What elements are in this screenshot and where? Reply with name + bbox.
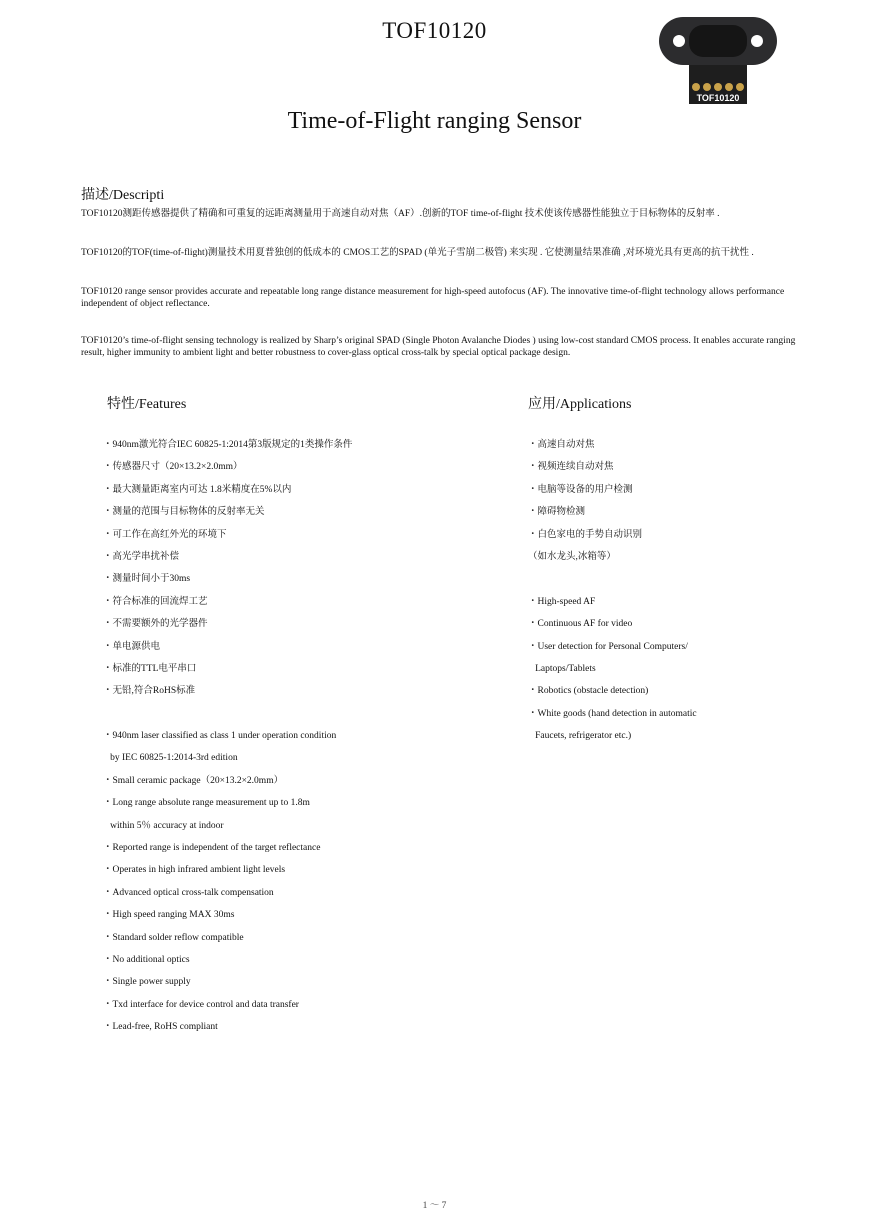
sensor-image xyxy=(656,14,780,106)
feature-item: ・Single power supply xyxy=(103,977,191,988)
description-paragraph: TOF10120的TOF(time-of-flight)测量技术用夏普独创的低成本的 CMOS工艺的SPAD (单光子雪崩二极管) 来实现 . 它使测量结果准确 ,对环境光具有更高的抗干扰性 . xyxy=(81,248,754,258)
feature-item: ・Long range absolute range measurement up to 1.8m xyxy=(103,798,310,809)
feature-item: ・可工作在高红外光的环境下 xyxy=(103,529,227,540)
feature-item: ・单电源供电 xyxy=(103,641,161,652)
application-item: ・障碍物检测 xyxy=(528,507,586,518)
feature-item: ・Standard solder reflow compatible xyxy=(103,932,244,943)
applications-heading: 应用/Applications xyxy=(528,397,632,412)
application-item: ・电脑等设备的用户检测 xyxy=(528,484,633,495)
feature-item: ・Small ceramic package（20×13.2×2.0mm） xyxy=(103,775,284,786)
page-title: Time-of-Flight ranging Sensor xyxy=(287,108,582,134)
feature-item: ・测量的范围与目标物体的反射率无关 xyxy=(103,507,265,518)
feature-item: within 5％ accuracy at indoor xyxy=(103,820,224,831)
application-item: ・User detection for Personal Computers/ xyxy=(528,641,688,652)
applications-list xyxy=(528,434,697,747)
mount-hole-left xyxy=(673,35,685,47)
application-item: ・白色家电的手势自动识别 xyxy=(528,529,643,540)
application-item: ・High-speed AF xyxy=(528,596,596,607)
feature-item: ・标准的TTL电平串口 xyxy=(103,663,197,674)
application-item: ・视频连续自动对焦 xyxy=(528,462,614,473)
page-number: 1 ～ 7 xyxy=(422,1201,447,1211)
feature-item: ・Advanced optical cross-talk compensation xyxy=(103,887,274,898)
application-item: ・高速自动对焦 xyxy=(528,440,595,450)
application-item: ・White goods (hand detection in automatic xyxy=(528,708,697,719)
list-spacer xyxy=(103,703,352,725)
description-paragraph: TOF10120 range sensor provides accurate and repeatable long range distance measurement for high-speed autofocus (AF). The innovative time-of-flight technology allows performance independent of object reflectance. xyxy=(81,287,785,309)
feature-item: ・Txd interface for device control and data transfer xyxy=(103,999,299,1010)
application-item: （如水龙头,冰箱等） xyxy=(528,551,616,562)
application-item: Laptops/Tablets xyxy=(528,663,596,674)
feature-item: ・Reported range is independent of the target reflectance xyxy=(103,843,321,854)
header-model: TOF10120 xyxy=(382,18,487,43)
description-paragraph: TOF10120测距传感器提供了精确和可重复的远距离测量用于高速自动对焦（AF）.创新的TOF time-of-flight 技术使该传感器性能独立于目标物体的反射率 . xyxy=(81,209,720,219)
feature-item: ・最大测量距离室内可达 1.8米精度在5%以内 xyxy=(103,484,292,495)
feature-item: ・No additional optics xyxy=(103,954,190,965)
mount-hole-right xyxy=(751,35,763,47)
feature-item: ・940nm laser classified as class 1 under operation condition xyxy=(103,731,337,742)
feature-item: ・不需要额外的光学器件 xyxy=(103,619,208,630)
features-list xyxy=(103,434,352,1039)
sensor-lens xyxy=(689,25,747,57)
feature-item: by IEC 60825-1:2014-3rd edition xyxy=(103,753,238,764)
feature-item: ・无铅,符合RoHS标准 xyxy=(103,686,196,697)
application-item: ・Robotics (obstacle detection) xyxy=(528,686,649,697)
application-item: ・Continuous AF for video xyxy=(528,619,633,630)
feature-item: ・Operates in high infrared ambient light levels xyxy=(103,865,286,876)
description-paragraph: TOF10120’s time-of-flight sensing technology is realized by Sharp’s original SPAD (Single Photon Avalanche Diodes ) using low-cost standard CMOS process. It enables accurate ranging result, higher immunity to ambient light and better robustness to cover-glass optical cross-talk by special optical package design. xyxy=(81,336,796,358)
feature-item: ・Lead-free, RoHS compliant xyxy=(103,1022,218,1033)
feature-item: ・High speed ranging MAX 30ms xyxy=(103,910,235,921)
feature-item: ・测量时间小于30ms xyxy=(103,574,191,585)
features-heading: 特性/Features xyxy=(107,397,187,412)
list-spacer xyxy=(528,568,697,590)
feature-item: ・940nm激光符合IEC 60825-1:2014第3版规定的1类操作条件 xyxy=(103,440,353,450)
feature-item: ・高光学串扰补偿 xyxy=(103,551,180,562)
application-item: Faucets, refrigerator etc.) xyxy=(528,731,632,742)
feature-item: ・符合标准的回流焊工艺 xyxy=(103,596,208,607)
feature-item: ・传感器尺寸（20×13.2×2.0mm） xyxy=(103,462,243,473)
description-heading: 描述/Descripti xyxy=(81,188,165,203)
sensor-label: TOF10120 xyxy=(696,93,740,103)
